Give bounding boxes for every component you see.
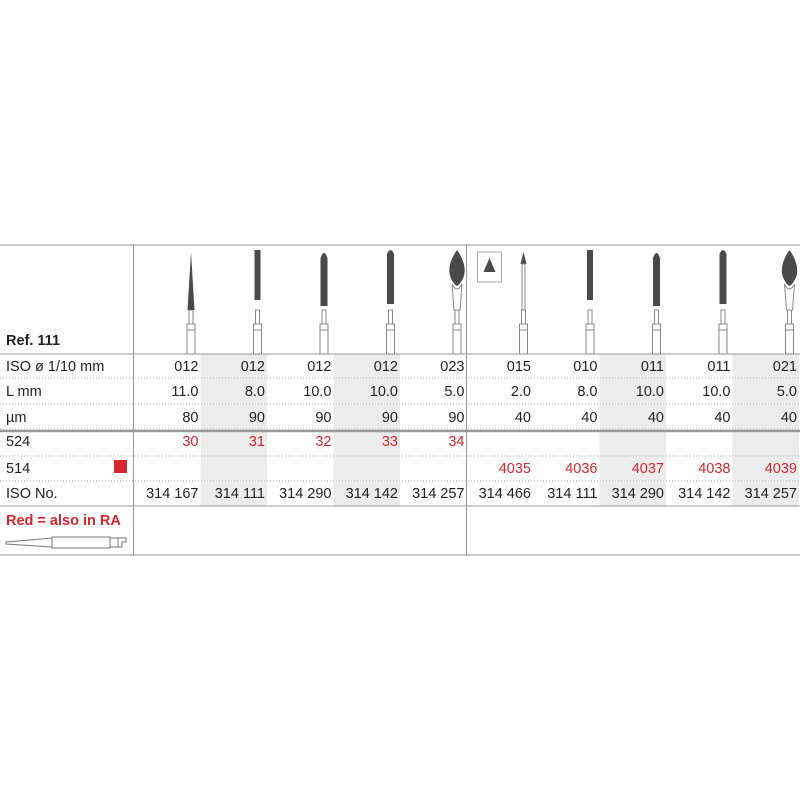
bur-taper-pointed-icon	[187, 252, 195, 354]
cell-514: 4037	[631, 461, 664, 477]
bur-flame-icon	[782, 250, 797, 354]
cell-iso-no: 314 111	[547, 486, 598, 502]
cell-iso-diameter: 010	[573, 359, 598, 375]
cell-iso-no: 314 257	[744, 486, 797, 502]
cell-grit: 80	[182, 410, 199, 426]
cell-length: 5.0	[776, 384, 797, 400]
cell-length: 10.0	[369, 384, 398, 400]
cell-grit: 40	[514, 410, 531, 426]
cell-524: 31	[248, 434, 265, 450]
product-table	[0, 244, 800, 556]
bur-cylinder-round-icon	[653, 253, 661, 354]
cell-524: 34	[448, 434, 465, 450]
bur-cylinder-round-long-icon	[719, 250, 727, 354]
cell-iso-diameter: 012	[307, 359, 332, 375]
cell-length: 11.0	[171, 384, 199, 400]
row-label-524: 524	[6, 434, 31, 450]
cell-514: 4039	[764, 461, 797, 477]
ra-shank-icon	[6, 537, 126, 548]
red-marker-square	[114, 460, 127, 473]
cell-iso-diameter: 012	[174, 359, 199, 375]
cell-length: 10.0	[635, 384, 664, 400]
cell-524: 32	[315, 434, 332, 450]
cell-514: 4036	[565, 461, 598, 477]
cell-iso-diameter: 023	[440, 359, 465, 375]
cell-iso-no: 314 257	[412, 486, 465, 502]
cell-iso-no: 314 111	[214, 486, 265, 502]
legend-red-note: Red = also in RA	[6, 513, 121, 529]
cell-grit: 40	[647, 410, 664, 426]
cell-grit: 90	[381, 410, 398, 426]
cell-iso-diameter: 021	[772, 359, 797, 375]
cell-grit: 90	[448, 410, 465, 426]
cell-514: 4038	[698, 461, 731, 477]
cell-iso-diameter: 011	[707, 359, 731, 375]
cell-iso-diameter: 015	[506, 359, 531, 375]
row-label-514: 514	[6, 461, 31, 477]
bur-cylinder-round-icon	[320, 253, 328, 354]
cell-iso-diameter: 012	[240, 359, 265, 375]
row-label-iso-diameter: ISO ø 1/10 mm	[6, 359, 105, 375]
cell-iso-no: 314 290	[611, 486, 664, 502]
bur-cylinder-flat-icon	[586, 250, 594, 354]
needle-tip-enlarged-icon	[478, 252, 502, 282]
cell-length: 8.0	[577, 384, 598, 400]
row-label-grit: µm	[6, 410, 27, 426]
cell-length: 10.0	[303, 384, 332, 400]
row-label-length: L mm	[6, 384, 42, 400]
row-label-iso-no: ISO No.	[6, 486, 58, 502]
cell-length: 2.0	[510, 384, 531, 400]
cell-iso-diameter: 012	[373, 359, 398, 375]
cell-iso-diameter: 011	[640, 359, 664, 375]
bur-illustrations	[187, 250, 797, 354]
cell-524: 30	[182, 434, 199, 450]
cell-length: 8.0	[244, 384, 265, 400]
cell-grit: 40	[780, 410, 797, 426]
bur-cylinder-flat-icon	[254, 250, 262, 354]
bur-cylinder-round-long-icon	[387, 250, 395, 354]
bur-needle-icon	[520, 252, 528, 354]
cell-length: 10.0	[702, 384, 731, 400]
cell-524: 33	[381, 434, 398, 450]
cell-iso-no: 314 142	[678, 486, 731, 502]
cell-length: 5.0	[444, 384, 465, 400]
cell-iso-no: 314 142	[345, 486, 398, 502]
ref-label: Ref. 111	[6, 333, 61, 349]
cell-grit: 40	[581, 410, 598, 426]
bur-flame-icon	[449, 250, 464, 354]
cell-iso-no: 314 290	[279, 486, 332, 502]
cell-iso-no: 314 466	[478, 486, 531, 502]
cell-grit: 40	[714, 410, 731, 426]
cell-514: 4035	[498, 461, 531, 477]
cell-iso-no: 314 167	[146, 486, 199, 502]
cell-grit: 90	[248, 410, 265, 426]
cell-grit: 90	[315, 410, 332, 426]
